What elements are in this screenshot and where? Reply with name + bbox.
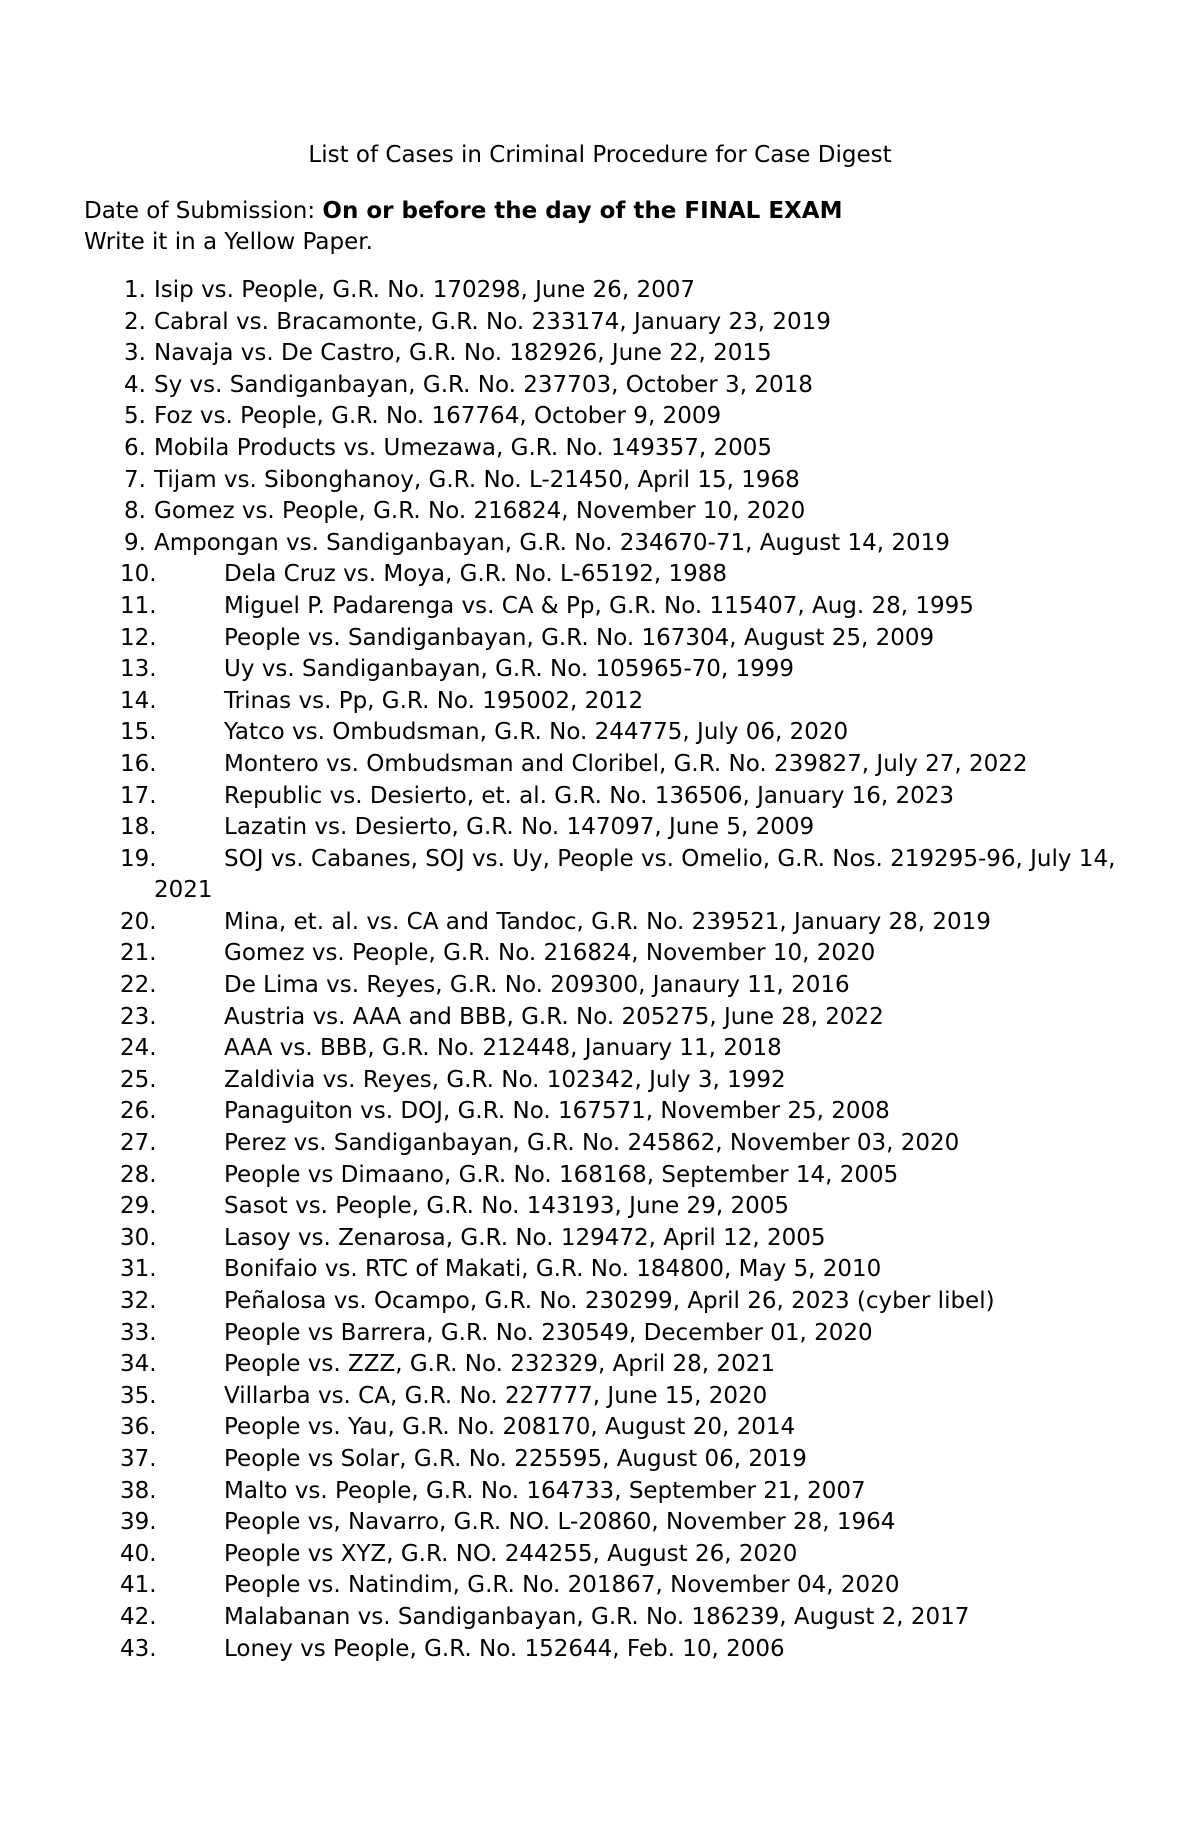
case-item — [0, 812, 1200, 844]
case-item — [0, 1602, 1200, 1634]
case-item — [0, 1160, 1200, 1192]
case-number: 3. — [124, 340, 146, 367]
case-item — [0, 844, 1200, 907]
case-item — [0, 370, 1200, 402]
case-citation: Perez vs. Sandiganbayan, G.R. No. 245862, November 03, 2020 — [224, 1130, 960, 1157]
case-citation: Malto vs. People, G.R. No. 164733, September 21, 2007 — [224, 1477, 866, 1504]
case-citation: Peñalosa vs. Ocampo, G.R. No. 230299, April 26, 2023 (cyber libel) — [224, 1288, 995, 1314]
case-item — [0, 275, 1200, 307]
case-item — [0, 1476, 1200, 1508]
case-item — [0, 496, 1200, 528]
case-citation: Cabral vs. Bracamonte, G.R. No. 233174, January 23, 2019 — [154, 308, 831, 335]
case-number: 38. — [120, 1477, 157, 1504]
case-item — [0, 338, 1200, 370]
case-item — [0, 465, 1200, 497]
case-number: 4. — [124, 371, 146, 398]
case-citation: People vs, Navarro, G.R. NO. L-20860, November 28, 1964 — [224, 1509, 896, 1536]
case-item — [0, 1286, 1200, 1318]
case-citation: Lasoy vs. Zenarosa, G.R. No. 129472, April 12, 2005 — [224, 1224, 826, 1251]
case-item — [0, 1318, 1200, 1350]
case-citation: Uy vs. Sandiganbayan, G.R. No. 105965-70, 1999 — [224, 656, 795, 683]
case-citation: Ampongan vs. Sandiganbayan, G.R. No. 234670-71, August 14, 2019 — [154, 529, 950, 556]
case-item — [0, 1444, 1200, 1476]
submission-deadline: On or before the day of the FINAL EXAM — [322, 198, 843, 224]
case-item — [0, 307, 1200, 339]
case-number: 1. — [124, 277, 146, 303]
case-item — [0, 970, 1200, 1002]
case-number: 41. — [120, 1572, 157, 1599]
document-title: List of Cases in Criminal Procedure for Case Digest — [308, 142, 892, 168]
case-number: 30. — [120, 1224, 157, 1251]
case-item — [0, 1065, 1200, 1097]
case-citation: Foz vs. People, G.R. No. 167764, October 9, 2009 — [154, 403, 722, 430]
case-citation: Republic vs. Desierto, et. al. G.R. No. 136506, January 16, 2023 — [224, 782, 955, 809]
case-citation: SOJ vs. Cabanes, SOJ vs. Uy, People vs. Omelio, G.R. Nos. 219295-96, July 14, — [224, 845, 1116, 872]
case-citation: Dela Cruz vs. Moya, G.R. No. L-65192, 1988 — [224, 561, 728, 588]
case-citation: Navaja vs. De Castro, G.R. No. 182926, June 22, 2015 — [154, 340, 772, 367]
case-item — [0, 1507, 1200, 1539]
case-number: 6. — [124, 434, 146, 461]
case-citation: Villarba vs. CA, G.R. No. 227777, June 15, 2020 — [224, 1382, 768, 1409]
case-number: 26. — [120, 1098, 157, 1125]
case-citation: People vs Solar, G.R. No. 225595, August 06, 2019 — [224, 1445, 807, 1472]
case-number: 39. — [120, 1509, 157, 1536]
case-number: 31. — [120, 1256, 157, 1283]
case-citation: Sasot vs. People, G.R. No. 143193, June 29, 2005 — [224, 1193, 789, 1220]
case-item — [0, 717, 1200, 749]
case-item — [0, 623, 1200, 655]
case-citation: Sy vs. Sandiganbayan, G.R. No. 237703, October 3, 2018 — [154, 371, 813, 398]
case-number: 20. — [120, 908, 157, 935]
case-number: 2. — [124, 308, 146, 335]
case-number: 17. — [120, 782, 157, 809]
case-number: 27. — [120, 1130, 157, 1157]
case-number: 23. — [120, 1003, 157, 1030]
case-citation: Mobila Products vs. Umezawa, G.R. No. 149357, 2005 — [154, 434, 772, 461]
submission-info — [84, 196, 842, 258]
case-citation: Austria vs. AAA and BBB, G.R. No. 205275, June 28, 2022 — [224, 1003, 884, 1030]
case-citation-continuation: 2021 — [154, 877, 213, 904]
case-number: 25. — [120, 1066, 157, 1093]
case-number: 43. — [120, 1635, 157, 1662]
case-citation: Zaldivia vs. Reyes, G.R. No. 102342, July 3, 1992 — [224, 1066, 786, 1093]
case-item — [0, 528, 1200, 560]
case-item — [0, 433, 1200, 465]
case-citation: Malabanan vs. Sandiganbayan, G.R. No. 186239, August 2, 2017 — [224, 1603, 970, 1630]
case-citation: People vs. Natindim, G.R. No. 201867, November 04, 2020 — [224, 1572, 900, 1599]
case-citation: People vs XYZ, G.R. NO. 244255, August 26, 2020 — [224, 1540, 798, 1567]
case-citation: Bonifaio vs. RTC of Makati, G.R. No. 184800, May 5, 2010 — [224, 1256, 882, 1283]
case-number: 40. — [120, 1540, 157, 1567]
case-citation: Tijam vs. Sibonghanoy, G.R. No. L-21450, April 15, 1968 — [154, 466, 800, 493]
case-citation: Gomez vs. People, G.R. No. 216824, November 10, 2020 — [224, 940, 876, 967]
case-number: 18. — [120, 814, 157, 841]
case-citation: Loney vs People, G.R. No. 152644, Feb. 10, 2006 — [224, 1635, 785, 1662]
case-number: 5. — [124, 403, 146, 430]
case-number: 22. — [120, 972, 157, 999]
case-citation: People vs. Yau, G.R. No. 208170, August 20, 2014 — [224, 1414, 796, 1441]
case-number: 33. — [120, 1319, 157, 1346]
case-number: 19. — [120, 845, 157, 872]
case-item — [0, 1223, 1200, 1255]
case-number: 13. — [120, 656, 157, 683]
case-item — [0, 686, 1200, 718]
case-number: 28. — [120, 1161, 157, 1188]
case-number: 14. — [120, 687, 157, 714]
case-citation: Isip vs. People, G.R. No. 170298, June 26, 2007 — [154, 277, 695, 303]
case-citation: Montero vs. Ombudsman and Cloribel, G.R. No. 239827, July 27, 2022 — [224, 750, 1028, 777]
case-citation: Yatco vs. Ombudsman, G.R. No. 244775, July 06, 2020 — [224, 719, 849, 746]
case-item — [0, 938, 1200, 970]
case-citation: Lazatin vs. Desierto, G.R. No. 147097, June 5, 2009 — [224, 814, 815, 841]
case-citation: People vs Barrera, G.R. No. 230549, December 01, 2020 — [224, 1319, 873, 1346]
case-item — [0, 1128, 1200, 1160]
case-number: 35. — [120, 1382, 157, 1409]
case-item — [0, 1033, 1200, 1065]
case-citation: Mina, et. al. vs. CA and Tandoc, G.R. No. 239521, January 28, 2019 — [224, 908, 991, 935]
case-number: 42. — [120, 1603, 157, 1630]
case-number: 8. — [124, 498, 146, 525]
case-citation: People vs. Sandiganbayan, G.R. No. 167304, August 25, 2009 — [224, 624, 935, 651]
case-item — [0, 749, 1200, 781]
case-number: 9. — [124, 529, 146, 556]
case-citation: Panaguiton vs. DOJ, G.R. No. 167571, November 25, 2008 — [224, 1098, 890, 1125]
case-item — [0, 1539, 1200, 1571]
case-number: 7. — [124, 466, 146, 493]
case-number: 16. — [120, 750, 157, 777]
case-number: 36. — [120, 1414, 157, 1441]
submission-line — [84, 196, 842, 227]
case-item — [0, 1412, 1200, 1444]
case-item — [0, 654, 1200, 686]
case-number: 37. — [120, 1445, 157, 1472]
case-number: 32. — [120, 1288, 157, 1314]
case-item — [0, 1254, 1200, 1286]
case-item — [0, 1191, 1200, 1223]
case-number: 24. — [120, 1035, 157, 1062]
case-item — [0, 781, 1200, 813]
submission-instruction: Write it in a Yellow Paper. — [84, 229, 373, 255]
case-item — [0, 401, 1200, 433]
case-citation: De Lima vs. Reyes, G.R. No. 209300, Janaury 11, 2016 — [224, 972, 850, 999]
case-number: 29. — [120, 1193, 157, 1220]
case-citation: Gomez vs. People, G.R. No. 216824, November 10, 2020 — [154, 498, 806, 525]
case-item — [0, 1002, 1200, 1034]
case-item — [0, 1349, 1200, 1381]
case-number: 21. — [120, 940, 157, 967]
case-citation: AAA vs. BBB, G.R. No. 212448, January 11, 2018 — [224, 1035, 782, 1062]
case-item — [0, 1634, 1200, 1666]
case-citation: People vs Dimaano, G.R. No. 168168, September 14, 2005 — [224, 1161, 899, 1188]
case-citation: Miguel P. Padarenga vs. CA & Pp, G.R. No. 115407, Aug. 28, 1995 — [224, 592, 974, 619]
case-list — [0, 275, 1200, 1665]
case-item — [0, 559, 1200, 591]
case-number: 15. — [120, 719, 157, 746]
case-item — [0, 591, 1200, 623]
case-number: 10. — [120, 561, 157, 588]
case-item — [0, 1381, 1200, 1413]
case-number: 12. — [120, 624, 157, 651]
case-citation: Trinas vs. Pp, G.R. No. 195002, 2012 — [224, 687, 644, 714]
case-number: 34. — [120, 1351, 157, 1378]
case-citation: People vs. ZZZ, G.R. No. 232329, April 28, 2021 — [224, 1351, 775, 1378]
submission-label: Date of Submission: — [84, 198, 323, 224]
case-item — [0, 1096, 1200, 1128]
case-number: 11. — [120, 592, 157, 619]
case-item — [0, 1570, 1200, 1602]
case-item — [0, 907, 1200, 939]
